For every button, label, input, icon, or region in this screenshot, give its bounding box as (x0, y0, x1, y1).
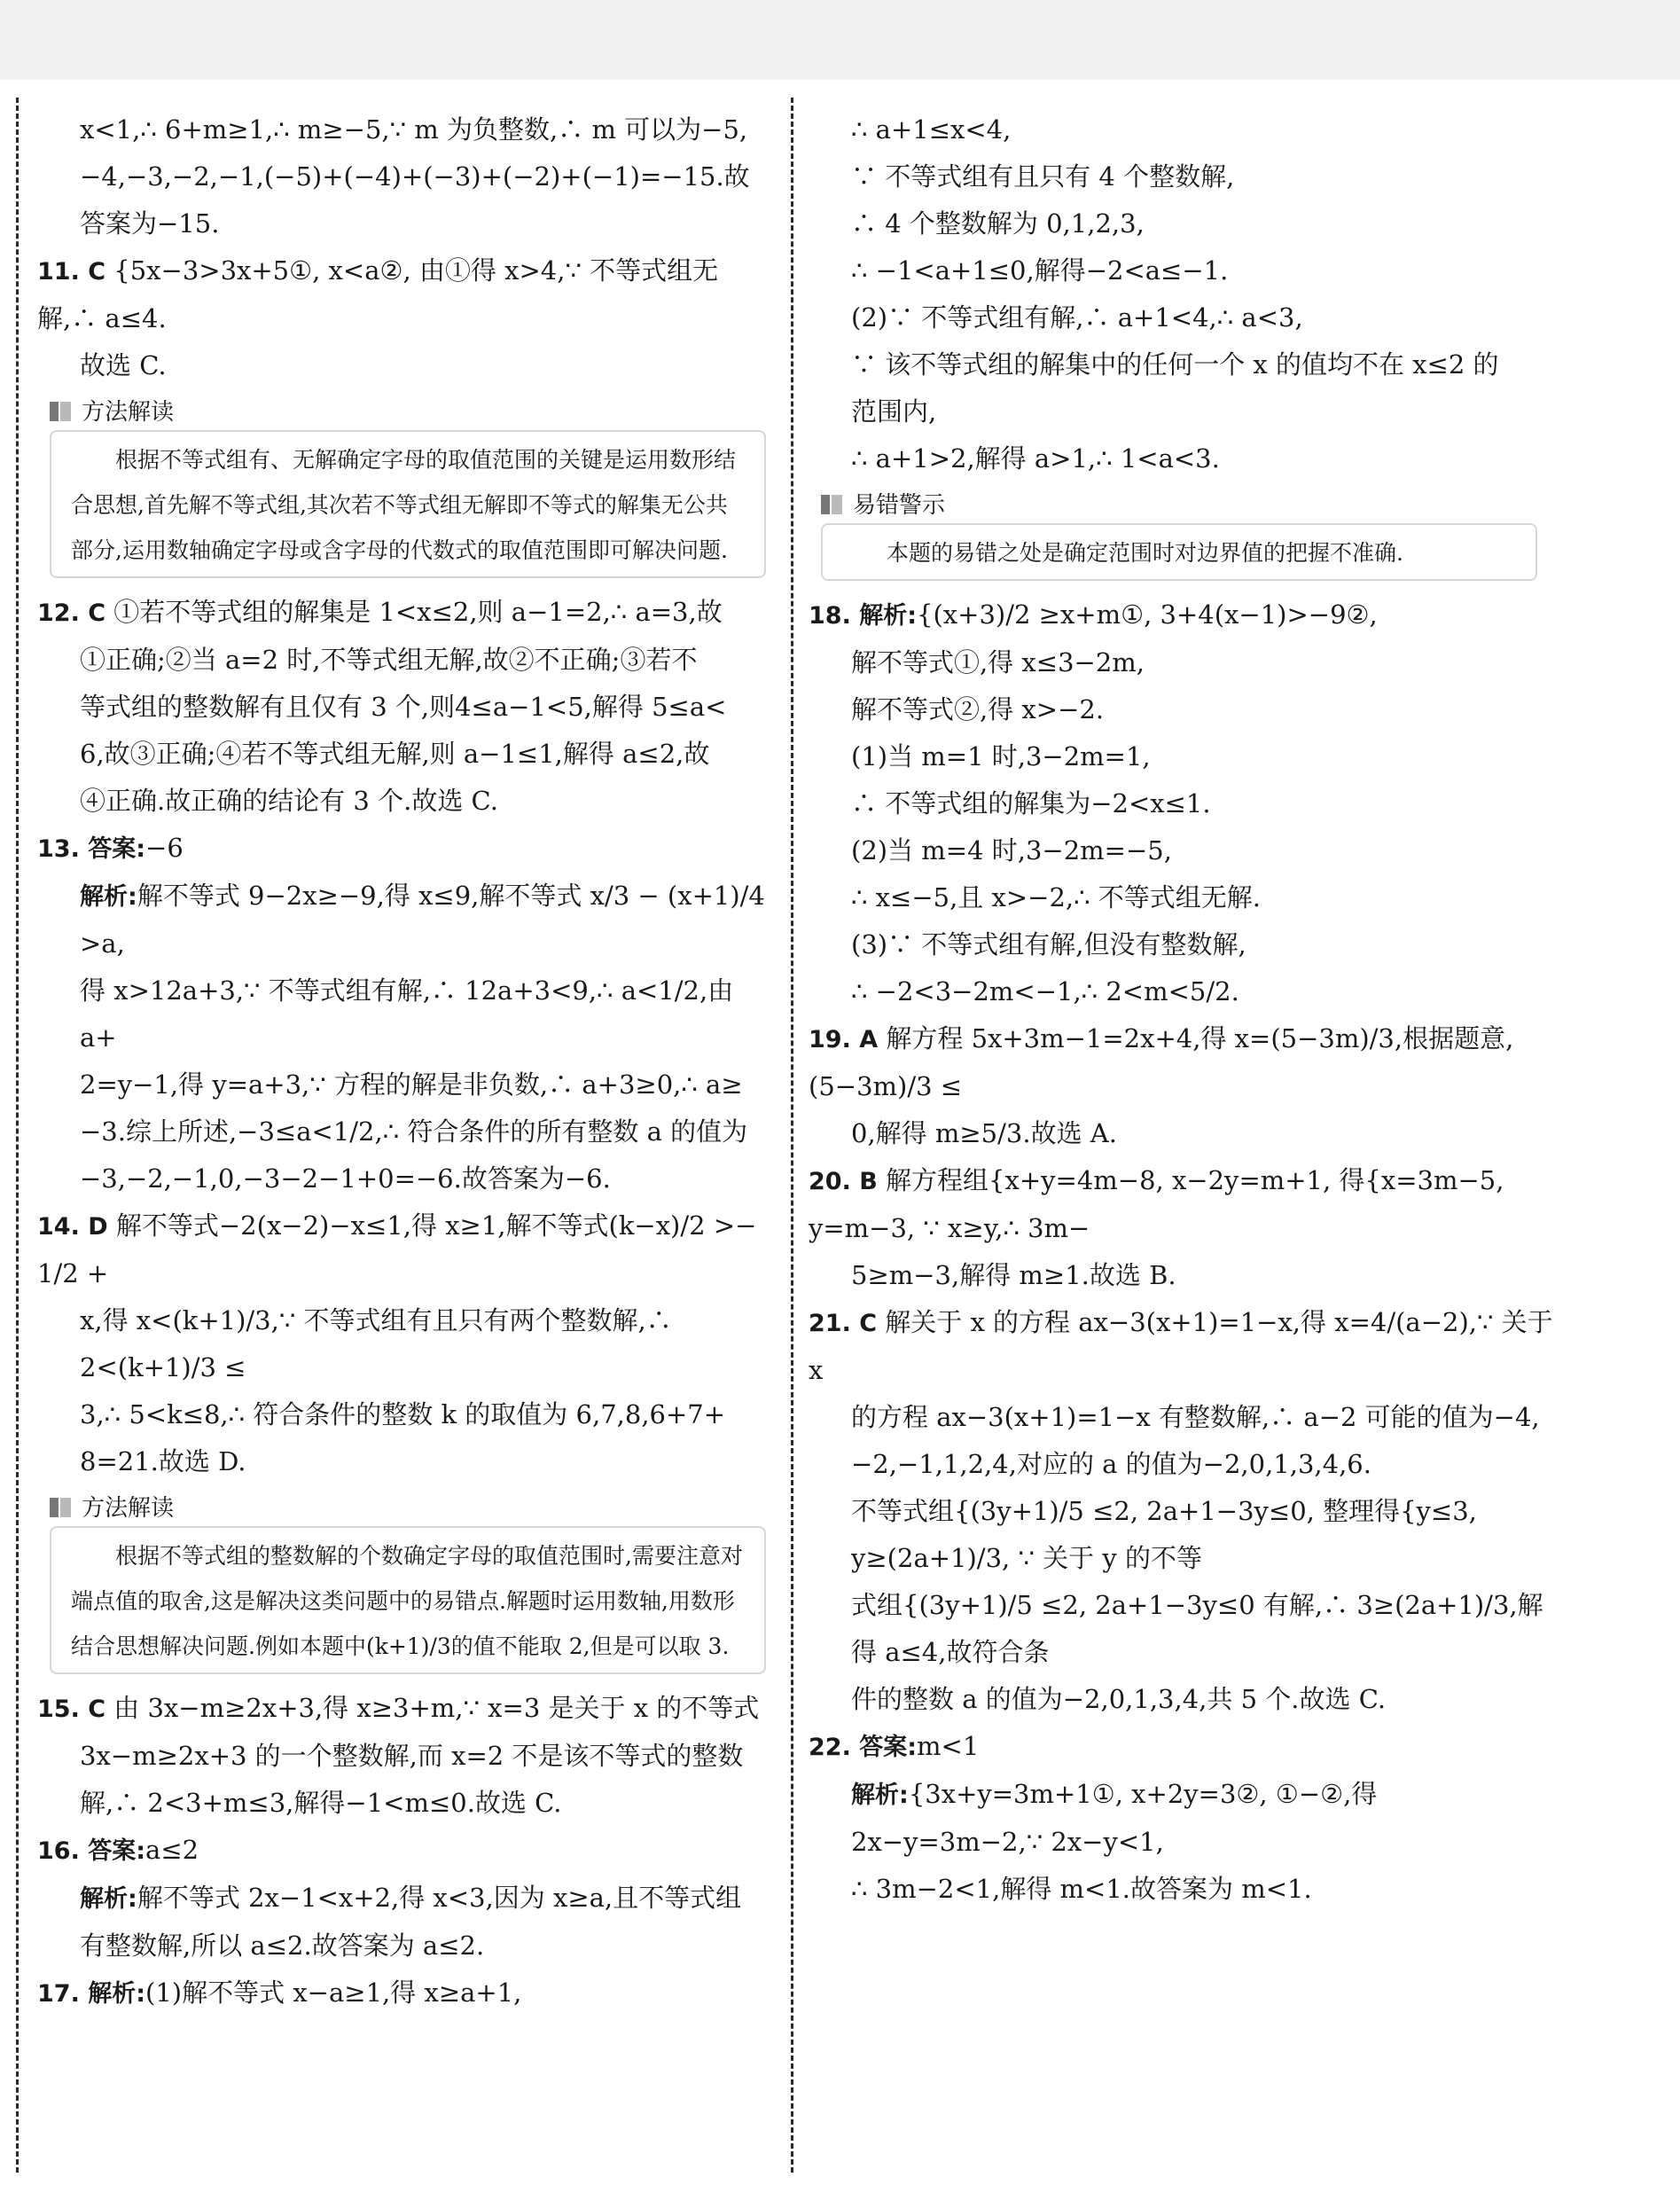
line-text: 2=y−1,得 y=a+3,∵ 方程的解是非负数,∴ a+3≥0,∴ a≥ (80, 1069, 743, 1100)
text-line (809, 1723, 1553, 1771)
text-line (37, 1827, 773, 1875)
line-text: ①若不等式组的解集是 1<x≤2,则 a−1=2,∴ a=3,故 (113, 597, 723, 627)
text-line (37, 342, 773, 389)
text-line (809, 1441, 1553, 1488)
note-box-body: 本题的易错之处是确定范围时对边界值的把握不准确. (821, 523, 1537, 581)
line-text: 故选 C. (80, 350, 167, 380)
answer-label: 答案: (88, 835, 146, 863)
text-line (809, 1157, 1553, 1252)
question-number: 11. C (37, 258, 106, 286)
note-box-title: 方法解读 (82, 398, 175, 426)
text-line (809, 1676, 1553, 1723)
line-text: −6 (145, 833, 184, 863)
line-text: a≤2 (145, 1835, 199, 1865)
question-number: 22. (809, 1734, 851, 1761)
line-text: 式组{(3y+1)/5 ≤2, 2a+1−3y≤0 有解,∴ 3≥(2a+1)/3,解得 a≤4,故符合条 (851, 1590, 1543, 1667)
line-text: ∵ 不等式组有且只有 4 个整数解, (851, 161, 1235, 192)
line-text: (2)∵ 不等式组有解,∴ a+1<4,∴ a<3, (851, 302, 1303, 333)
text-line (37, 1061, 773, 1108)
text-line (37, 200, 773, 247)
left-column (37, 106, 773, 2017)
line-text: −4,−3,−2,−1,(−5)+(−4)+(−3)+(−2)+(−1)=−15.故 (80, 161, 750, 192)
line-text: ∴ x≤−5,且 x>−2,∴ 不等式组无解. (851, 882, 1262, 912)
question-number: 21. C (809, 1310, 878, 1337)
line-text: 有整数解,所以 a≤2.故答案为 a≤2. (80, 1930, 485, 1961)
line-text: (1)解不等式 x−a≥1,得 x≥a+1, (145, 1977, 522, 2008)
question-number: 12. C (37, 599, 106, 627)
line-text: (1)当 m=1 时,3−2m=1, (851, 741, 1151, 771)
line-text: 解不等式①,得 x≤3−2m, (851, 647, 1145, 677)
text-line (809, 1771, 1553, 1866)
line-text: 8=21.故选 D. (80, 1446, 246, 1476)
text-line (809, 780, 1553, 827)
text-line (37, 873, 773, 967)
line-text: 不等式组{(3y+1)/5 ≤2, 2a+1−3y≤0, 整理得{y≤3, y≥(2a+1)/3, ∵ 关于 y 的不等 (851, 1496, 1477, 1573)
text-line (809, 388, 1553, 435)
note-box-header (821, 488, 1537, 523)
text-line (809, 921, 1553, 968)
line-text: 答案为−15. (80, 208, 220, 239)
question-number: 14. D (37, 1213, 108, 1241)
book-icon (821, 493, 844, 518)
text-line (37, 1202, 773, 1297)
book-icon (50, 1496, 73, 1521)
text-line (37, 684, 773, 731)
line-text: 解不等式②,得 x>−2. (851, 694, 1105, 724)
line-text: ∴ −2<3−2m<−1,∴ 2<m<5/2. (851, 976, 1239, 1006)
text-line (37, 1923, 773, 1970)
text-line (37, 1155, 773, 1202)
line-text: 解方程 5x+3m−1=2x+4,得 x=(5−3m)/3,根据题意,(5−3m)/3 ≤ (809, 1023, 1514, 1101)
line-text: 5≥m−3,解得 m≥1.故选 B. (851, 1260, 1176, 1290)
answer-label: 解析: (88, 1980, 146, 2008)
text-line (37, 153, 773, 200)
text-line (809, 1110, 1553, 1157)
text-line (37, 967, 773, 1061)
line-text: ∴ 不等式组的解集为−2<x≤1. (851, 788, 1211, 818)
answer-label: 答案: (859, 1734, 918, 1761)
text-line (37, 106, 773, 153)
text-line (809, 200, 1553, 247)
line-text: 6,故③正确;④若不等式组无解,则 a−1≤1,解得 a≤2,故 (80, 739, 710, 769)
note-box-body: 根据不等式组有、无解确定字母的取值范围的关键是运用数形结合思想,首先解不等式组,其次若不等式组无解即不等式的解集无公共部分,运用数轴确定字母或含字母的代数式的取值范围即可解决问题. (50, 430, 766, 578)
question-number: 15. C (37, 1696, 106, 1723)
text-line (37, 247, 773, 342)
answer-label: 解析: (859, 602, 918, 630)
line-text: 得 x>12a+3,∵ 不等式组有解,∴ 12a+3<9,∴ a<1/2,由 a+ (80, 975, 734, 1053)
line-text: 解不等式 2x−1<x+2,得 x<3,因为 x≥a,且不等式组 (137, 1883, 742, 1913)
line-text: 解不等式 9−2x≥−9,得 x≤9,解不等式 x/3 − (x+1)/4 >a, (80, 881, 765, 959)
note-box-body: 根据不等式组的整数解的个数确定字母的取值范围时,需要注意对端点值的取舍,这是解决这类问题中的易错点.解题时运用数轴,用数形结合思想解决问题.例如本题中(k+1)/3的值不能取 2,但是可以取 3. (50, 1526, 766, 1674)
line-text: ∴ a+1>2,解得 a>1,∴ 1<a<3. (851, 443, 1220, 474)
line-text: ∴ 4 个整数解为 0,1,2,3, (851, 208, 1145, 239)
line-text: (2)当 m=4 时,3−2m=−5, (851, 835, 1172, 865)
line-text: 解,∴ 2<3+m≤3,解得−1<m≤0.故选 C. (80, 1788, 562, 1818)
question-number: 17. (37, 1980, 80, 2008)
line-text: −3.综上所述,−3≤a<1/2,∴ 符合条件的所有整数 a 的值为 (80, 1116, 748, 1147)
line-text: 件的整数 a 的值为−2,0,1,3,4,共 5 个.故选 C. (851, 1684, 1387, 1714)
text-line (37, 1733, 773, 1780)
note-box (821, 488, 1537, 581)
line-text: 解方程组{x+y=4m−8, x−2y=m+1, 得{x=3m−5, y=m−3, ∵ x≥y,∴ 3m− (809, 1165, 1504, 1243)
column-divider-dashed-line (791, 98, 793, 2173)
text-line (37, 778, 773, 825)
line-text: 0,解得 m≥5/3.故选 A. (851, 1118, 1117, 1148)
note-box-header (50, 395, 766, 430)
answer-label: 答案: (88, 1837, 146, 1865)
line-text: −3,−2,−1,0,−3−2−1+0=−6.故答案为−6. (80, 1163, 611, 1194)
right-column (809, 106, 1553, 1913)
book-icon (50, 400, 73, 425)
text-line (809, 639, 1553, 686)
answer-label: 解析: (80, 883, 137, 911)
text-line (37, 637, 773, 684)
line-text: 解关于 x 的方程 ax−3(x+1)=1−x,得 x=4/(a−2),∵ 关于 x (809, 1307, 1553, 1385)
text-line (37, 1438, 773, 1485)
text-line (37, 731, 773, 778)
line-text: 的方程 ax−3(x+1)=1−x 有整数解,∴ a−2 可能的值为−4, (851, 1402, 1540, 1432)
question-number: 18. (809, 602, 851, 630)
text-line (37, 589, 773, 637)
line-text: {(x+3)/2 ≥x+m①, 3+4(x−1)>−9②, (917, 599, 1378, 630)
line-text: 等式组的整数解有且仅有 3 个,则4≤a−1<5,解得 5≤a< (80, 692, 727, 722)
text-line (809, 874, 1553, 921)
note-box (50, 1491, 766, 1674)
line-text: ∴ a+1≤x<4, (851, 114, 1012, 145)
line-text: m<1 (917, 1731, 980, 1761)
text-line (809, 1488, 1553, 1582)
line-text: −2,−1,1,2,4,对应的 a 的值为−2,0,1,3,4,6. (851, 1449, 1371, 1479)
left-margin-dashed-line (16, 98, 19, 2173)
question-number: 19. A (809, 1026, 879, 1053)
line-text: 解不等式−2(x−2)−x≤1,得 x≥1,解不等式(k−x)/2 >− 1/2 + (37, 1210, 757, 1288)
line-text: 3,∴ 5<k≤8,∴ 符合条件的整数 k 的取值为 6,7,8,6+7+ (80, 1399, 726, 1429)
text-line (809, 294, 1553, 341)
text-line (809, 1866, 1553, 1913)
answer-label: 解析: (851, 1782, 909, 1809)
line-text: x<1,∴ 6+m≥1,∴ m≥−5,∵ m 为负整数,∴ m 可以为−5, (80, 114, 748, 145)
text-line (809, 247, 1553, 294)
line-text: 范围内, (851, 396, 937, 427)
line-text: ∴ 3m−2<1,解得 m<1.故答案为 m<1. (851, 1874, 1312, 1904)
line-text: {5x−3>3x+5①, x<a②, 由①得 x>4,∵ 不等式组无解,∴ a≤4. (37, 255, 719, 333)
text-line (809, 341, 1553, 388)
text-line (37, 1685, 773, 1733)
note-box (50, 395, 766, 578)
text-line (809, 435, 1553, 482)
note-box-title: 方法解读 (82, 1494, 175, 1522)
note-box-title: 易错警示 (853, 491, 946, 519)
line-text: 3x−m≥2x+3 的一个整数解,而 x=2 不是该不等式的整数 (80, 1741, 744, 1771)
line-text: ∵ 该不等式组的解集中的任何一个 x 的值均不在 x≤2 的 (851, 349, 1499, 380)
text-line (809, 106, 1553, 153)
question-number: 20. B (809, 1168, 878, 1195)
text-line (809, 1299, 1553, 1394)
answer-label: 解析: (80, 1885, 137, 1913)
text-line (37, 1780, 773, 1827)
question-number: 16. (37, 1837, 80, 1865)
text-line (37, 1875, 773, 1923)
text-line (809, 153, 1553, 200)
question-number: 13. (37, 835, 80, 863)
text-line (37, 1391, 773, 1438)
text-line (809, 591, 1553, 639)
line-text: (3)∵ 不等式组有解,但没有整数解, (851, 929, 1246, 959)
text-line (809, 1582, 1553, 1676)
line-text: ④正确.故正确的结论有 3 个.故选 C. (80, 786, 498, 816)
text-line (809, 733, 1553, 780)
text-line (37, 1970, 773, 2017)
text-line (809, 1252, 1553, 1299)
line-text: x,得 x<(k+1)/3,∵ 不等式组有且只有两个整数解,∴ 2<(k+1)/3 ≤ (80, 1305, 672, 1382)
text-line (809, 1015, 1553, 1110)
line-text: 由 3x−m≥2x+3,得 x≥3+m,∵ x=3 是关于 x 的不等式 (113, 1693, 760, 1723)
text-line (809, 1394, 1553, 1441)
line-text: {3x+y=3m+1①, x+2y=3②, ①−②,得 2x−y=3m−2,∵ 2x−y<1, (851, 1779, 1378, 1857)
text-line (37, 1108, 773, 1155)
text-line (809, 686, 1553, 733)
line-text: ∴ −1<a+1≤0,解得−2<a≤−1. (851, 255, 1229, 286)
top-margin-bar (0, 0, 1680, 80)
text-line (809, 827, 1553, 874)
note-box-header (50, 1491, 766, 1526)
text-line (37, 1297, 773, 1391)
text-line (809, 968, 1553, 1015)
line-text: ①正确;②当 a=2 时,不等式组无解,故②不正确;③若不 (80, 645, 698, 675)
text-line (37, 825, 773, 873)
